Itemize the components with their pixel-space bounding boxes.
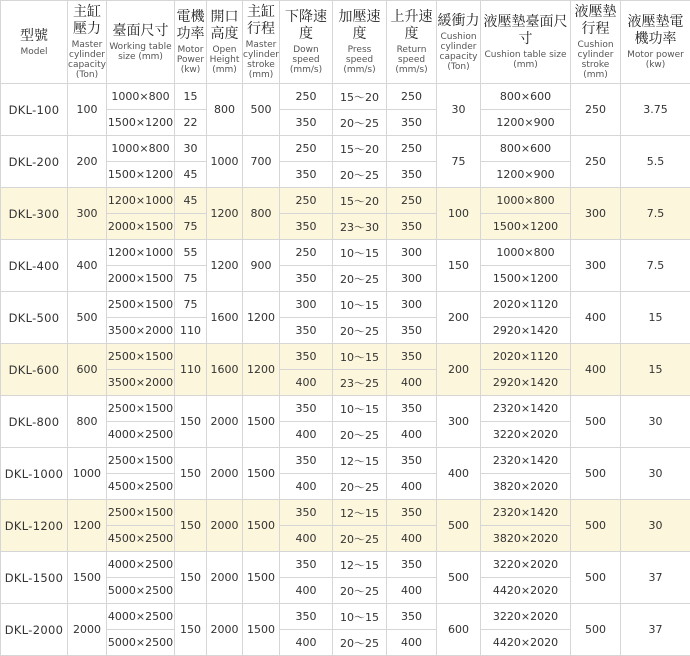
model-cell: DKL-1500 [1, 552, 68, 604]
press-speed-cell: 15～20 [333, 84, 387, 110]
cushion-table-cell: 2020×1120 [481, 292, 571, 318]
stroke-cell: 1500 [243, 500, 280, 552]
model-cell: DKL-2000 [1, 604, 68, 656]
return-speed-cell: 350 [387, 448, 437, 474]
table-row [1, 552, 690, 578]
stroke-cell: 900 [243, 240, 280, 292]
return-speed-cell: 350 [387, 552, 437, 578]
table-size-cell: 5000×2500 [107, 578, 175, 604]
down-speed-cell: 350 [280, 396, 333, 422]
down-speed-cell: 400 [280, 422, 333, 448]
cushion-stroke-cell: 400 [571, 344, 621, 396]
header-zh-label: 緩衝力 [437, 13, 480, 30]
cushion-stroke-cell: 300 [571, 240, 621, 292]
down-speed-cell: 400 [280, 474, 333, 500]
cushion-stroke-cell: 500 [571, 604, 621, 656]
open-height-cell: 2000 [207, 396, 243, 448]
motor-power-cell: 22 [175, 110, 207, 136]
down-speed-cell: 400 [280, 630, 333, 656]
return-speed-cell: 350 [387, 162, 437, 188]
table-size-cell: 4000×2500 [107, 552, 175, 578]
open-height-cell: 1200 [207, 240, 243, 292]
cushion-stroke-cell: 250 [571, 136, 621, 188]
header-en-label: Cushion cylinder stroke (mm) [571, 40, 620, 80]
header-zh-label: 開口高度 [207, 9, 242, 43]
header-en-label: Master cylinder capacity (Ton) [68, 40, 106, 80]
cushion-stroke-cell: 500 [571, 500, 621, 552]
open-height-cell: 2000 [207, 500, 243, 552]
press-speed-cell: 20～25 [333, 526, 387, 552]
return-speed-cell: 350 [387, 500, 437, 526]
header-en-label: Press speed (mm/s) [333, 45, 386, 75]
header-zh-label: 下降速度 [280, 9, 332, 43]
press-speed-cell: 20～25 [333, 578, 387, 604]
cushion-table-cell: 1200×900 [481, 110, 571, 136]
header-cell [481, 1, 571, 84]
table-row [1, 292, 690, 318]
table-row [1, 188, 690, 214]
header-zh-label: 型號 [1, 28, 67, 45]
cushion-power-cell: 37 [621, 604, 690, 656]
open-height-cell: 2000 [207, 552, 243, 604]
return-speed-cell: 400 [387, 422, 437, 448]
cushion-table-cell: 2320×1420 [481, 448, 571, 474]
return-speed-cell: 400 [387, 630, 437, 656]
header-cell [437, 1, 481, 84]
header-zh-label: 電機功率 [175, 9, 206, 43]
return-speed-cell: 350 [387, 318, 437, 344]
press-speed-cell: 15～20 [333, 188, 387, 214]
cushion-capacity-cell: 300 [437, 396, 481, 448]
header-en-label: Cushion cylinder capacity (Ton) [437, 32, 480, 72]
capacity-cell: 200 [68, 136, 107, 188]
open-height-cell: 1600 [207, 344, 243, 396]
down-speed-cell: 350 [280, 604, 333, 630]
return-speed-cell: 400 [387, 526, 437, 552]
cushion-power-cell: 5.5 [621, 136, 690, 188]
motor-power-cell: 150 [175, 396, 207, 448]
down-speed-cell: 400 [280, 370, 333, 396]
cushion-stroke-cell: 250 [571, 84, 621, 136]
table-size-cell: 1000×800 [107, 84, 175, 110]
model-cell: DKL-500 [1, 292, 68, 344]
model-cell: DKL-200 [1, 136, 68, 188]
cushion-table-cell: 3820×2020 [481, 474, 571, 500]
down-speed-cell: 350 [280, 266, 333, 292]
down-speed-cell: 250 [280, 84, 333, 110]
motor-power-cell: 45 [175, 162, 207, 188]
cushion-table-cell: 1500×1200 [481, 266, 571, 292]
motor-power-cell: 150 [175, 500, 207, 552]
table-size-cell: 3500×2000 [107, 318, 175, 344]
table-size-cell: 1500×1200 [107, 162, 175, 188]
return-speed-cell: 300 [387, 266, 437, 292]
cushion-capacity-cell: 75 [437, 136, 481, 188]
cushion-table-cell: 1000×800 [481, 240, 571, 266]
header-cell [243, 1, 280, 84]
capacity-cell: 800 [68, 396, 107, 448]
cushion-power-cell: 15 [621, 344, 690, 396]
table-size-cell: 2500×1500 [107, 448, 175, 474]
header-zh-label: 液壓墊電機功率 [621, 14, 690, 48]
down-speed-cell: 300 [280, 292, 333, 318]
header-en-label: Return speed (mm/s) [387, 45, 436, 75]
capacity-cell: 400 [68, 240, 107, 292]
capacity-cell: 2000 [68, 604, 107, 656]
header-zh-label: 主缸壓力 [68, 4, 106, 38]
return-speed-cell: 350 [387, 604, 437, 630]
down-speed-cell: 350 [280, 500, 333, 526]
cushion-table-cell: 4420×2020 [481, 630, 571, 656]
header-cell [207, 1, 243, 84]
model-cell: DKL-300 [1, 188, 68, 240]
header-zh-label: 主缸行程 [243, 4, 279, 38]
table-size-cell: 4500×2500 [107, 474, 175, 500]
header-en-label: Motor Power (kw) [175, 45, 206, 75]
table-size-cell: 5000×2500 [107, 630, 175, 656]
cushion-table-cell: 4420×2020 [481, 578, 571, 604]
cushion-table-cell: 3220×2020 [481, 552, 571, 578]
cushion-table-cell: 3220×2020 [481, 604, 571, 630]
press-speed-cell: 20～25 [333, 162, 387, 188]
open-height-cell: 1600 [207, 292, 243, 344]
table-size-cell: 2500×1500 [107, 344, 175, 370]
motor-power-cell: 150 [175, 448, 207, 500]
cushion-capacity-cell: 400 [437, 448, 481, 500]
cushion-power-cell: 7.5 [621, 188, 690, 240]
capacity-cell: 1200 [68, 500, 107, 552]
return-speed-cell: 400 [387, 474, 437, 500]
cushion-table-cell: 3820×2020 [481, 526, 571, 552]
return-speed-cell: 400 [387, 578, 437, 604]
header-cell [175, 1, 207, 84]
table-size-cell: 2500×1500 [107, 396, 175, 422]
press-speed-cell: 10～15 [333, 292, 387, 318]
down-speed-cell: 350 [280, 318, 333, 344]
motor-power-cell: 110 [175, 318, 207, 344]
cushion-power-cell: 7.5 [621, 240, 690, 292]
table-body [1, 84, 690, 656]
header-cell [107, 1, 175, 84]
table-size-cell: 2500×1500 [107, 500, 175, 526]
header-en-label: Master cylinder stroke (mm) [243, 40, 279, 80]
capacity-cell: 500 [68, 292, 107, 344]
open-height-cell: 800 [207, 84, 243, 136]
down-speed-cell: 400 [280, 526, 333, 552]
stroke-cell: 1500 [243, 604, 280, 656]
capacity-cell: 100 [68, 84, 107, 136]
model-cell: DKL-1000 [1, 448, 68, 500]
table-size-cell: 3500×2000 [107, 370, 175, 396]
table-row [1, 344, 690, 370]
cushion-table-cell: 1000×800 [481, 188, 571, 214]
motor-power-cell: 150 [175, 604, 207, 656]
table-size-cell: 1200×1000 [107, 188, 175, 214]
header-row [1, 1, 690, 84]
cushion-table-cell: 2320×1420 [481, 396, 571, 422]
cushion-power-cell: 37 [621, 552, 690, 604]
down-speed-cell: 250 [280, 136, 333, 162]
header-cell [621, 1, 690, 84]
header-cell [280, 1, 333, 84]
cushion-table-cell: 800×600 [481, 136, 571, 162]
cushion-table-cell: 2920×1420 [481, 370, 571, 396]
cushion-capacity-cell: 100 [437, 188, 481, 240]
cushion-stroke-cell: 400 [571, 292, 621, 344]
return-speed-cell: 350 [387, 110, 437, 136]
press-speed-cell: 20～25 [333, 318, 387, 344]
cushion-capacity-cell: 150 [437, 240, 481, 292]
motor-power-cell: 75 [175, 214, 207, 240]
cushion-capacity-cell: 30 [437, 84, 481, 136]
table-row [1, 240, 690, 266]
stroke-cell: 1500 [243, 552, 280, 604]
header-zh-label: 臺面尺寸 [107, 23, 174, 40]
motor-power-cell: 75 [175, 266, 207, 292]
cushion-stroke-cell: 300 [571, 188, 621, 240]
capacity-cell: 1000 [68, 448, 107, 500]
cushion-stroke-cell: 500 [571, 448, 621, 500]
model-cell: DKL-100 [1, 84, 68, 136]
down-speed-cell: 350 [280, 110, 333, 136]
cushion-power-cell: 15 [621, 292, 690, 344]
cushion-table-cell: 1200×900 [481, 162, 571, 188]
down-speed-cell: 350 [280, 344, 333, 370]
capacity-cell: 300 [68, 188, 107, 240]
return-speed-cell: 350 [387, 344, 437, 370]
cushion-capacity-cell: 500 [437, 552, 481, 604]
down-speed-cell: 350 [280, 552, 333, 578]
table-row [1, 396, 690, 422]
press-speed-cell: 10～15 [333, 396, 387, 422]
table-row [1, 604, 690, 630]
table-size-cell: 2000×1500 [107, 266, 175, 292]
return-speed-cell: 400 [387, 370, 437, 396]
header-cell [68, 1, 107, 84]
cushion-table-cell: 1500×1200 [481, 214, 571, 240]
motor-power-cell: 110 [175, 344, 207, 396]
press-speed-cell: 20～25 [333, 630, 387, 656]
down-speed-cell: 250 [280, 240, 333, 266]
press-speed-cell: 23～30 [333, 214, 387, 240]
down-speed-cell: 350 [280, 214, 333, 240]
stroke-cell: 800 [243, 188, 280, 240]
press-speed-cell: 10～15 [333, 604, 387, 630]
cushion-capacity-cell: 500 [437, 500, 481, 552]
stroke-cell: 1200 [243, 292, 280, 344]
motor-power-cell: 30 [175, 136, 207, 162]
press-speed-cell: 15～20 [333, 136, 387, 162]
cushion-capacity-cell: 200 [437, 344, 481, 396]
model-cell: DKL-600 [1, 344, 68, 396]
table-size-cell: 1000×800 [107, 136, 175, 162]
capacity-cell: 1500 [68, 552, 107, 604]
down-speed-cell: 400 [280, 578, 333, 604]
table-row [1, 84, 690, 110]
header-en-label: Cushion table size (mm) [481, 50, 570, 70]
open-height-cell: 1000 [207, 136, 243, 188]
header-cell [333, 1, 387, 84]
header-en-label: Working table size (mm) [107, 42, 174, 62]
model-cell: DKL-400 [1, 240, 68, 292]
return-speed-cell: 300 [387, 292, 437, 318]
cushion-table-cell: 2320×1420 [481, 500, 571, 526]
table-size-cell: 4000×2500 [107, 422, 175, 448]
open-height-cell: 1200 [207, 188, 243, 240]
cushion-table-cell: 2020×1120 [481, 344, 571, 370]
header-en-label: Open Height (mm) [207, 45, 242, 75]
cushion-power-cell: 30 [621, 396, 690, 448]
stroke-cell: 1500 [243, 448, 280, 500]
return-speed-cell: 350 [387, 396, 437, 422]
cushion-table-cell: 3220×2020 [481, 422, 571, 448]
motor-power-cell: 15 [175, 84, 207, 110]
return-speed-cell: 300 [387, 240, 437, 266]
cushion-power-cell: 3.75 [621, 84, 690, 136]
press-speed-cell: 10～15 [333, 240, 387, 266]
press-speed-cell: 23～25 [333, 370, 387, 396]
press-speed-cell: 20～25 [333, 474, 387, 500]
cushion-power-cell: 30 [621, 500, 690, 552]
header-cell [1, 1, 68, 84]
cushion-table-cell: 800×600 [481, 84, 571, 110]
return-speed-cell: 250 [387, 188, 437, 214]
stroke-cell: 1200 [243, 344, 280, 396]
press-speed-cell: 12～15 [333, 448, 387, 474]
model-cell: DKL-800 [1, 396, 68, 448]
header-zh-label: 上升速度 [387, 9, 436, 43]
header-zh-label: 加壓速度 [333, 9, 386, 43]
return-speed-cell: 250 [387, 136, 437, 162]
table-size-cell: 2000×1500 [107, 214, 175, 240]
stroke-cell: 500 [243, 84, 280, 136]
stroke-cell: 700 [243, 136, 280, 188]
header-zh-label: 液壓墊行程 [571, 4, 620, 38]
cushion-capacity-cell: 200 [437, 292, 481, 344]
motor-power-cell: 45 [175, 188, 207, 214]
table-row [1, 500, 690, 526]
table-row [1, 448, 690, 474]
down-speed-cell: 350 [280, 448, 333, 474]
header-en-label: Down speed (mm/s) [280, 45, 332, 75]
press-speed-cell: 20～25 [333, 266, 387, 292]
return-speed-cell: 350 [387, 214, 437, 240]
header-cell [387, 1, 437, 84]
open-height-cell: 2000 [207, 448, 243, 500]
press-speed-cell: 12～15 [333, 500, 387, 526]
motor-power-cell: 55 [175, 240, 207, 266]
table-header [1, 1, 690, 84]
return-speed-cell: 250 [387, 84, 437, 110]
open-height-cell: 2000 [207, 604, 243, 656]
table-size-cell: 4500×2500 [107, 526, 175, 552]
header-cell [571, 1, 621, 84]
table-size-cell: 1500×1200 [107, 110, 175, 136]
press-speed-cell: 20～25 [333, 422, 387, 448]
header-en-label: Model [1, 47, 67, 57]
table-size-cell: 2500×1500 [107, 292, 175, 318]
motor-power-cell: 75 [175, 292, 207, 318]
cushion-stroke-cell: 500 [571, 396, 621, 448]
down-speed-cell: 250 [280, 188, 333, 214]
table-size-cell: 4000×2500 [107, 604, 175, 630]
motor-power-cell: 150 [175, 552, 207, 604]
press-speed-cell: 10～15 [333, 344, 387, 370]
down-speed-cell: 350 [280, 162, 333, 188]
header-en-label: Motor power (kw) [621, 50, 690, 70]
cushion-power-cell: 30 [621, 448, 690, 500]
model-cell: DKL-1200 [1, 500, 68, 552]
table-size-cell: 1200×1000 [107, 240, 175, 266]
cushion-capacity-cell: 600 [437, 604, 481, 656]
press-speed-cell: 12～15 [333, 552, 387, 578]
capacity-cell: 600 [68, 344, 107, 396]
cushion-table-cell: 2920×1420 [481, 318, 571, 344]
press-speed-cell: 20～25 [333, 110, 387, 136]
cushion-stroke-cell: 500 [571, 552, 621, 604]
header-zh-label: 液壓墊臺面尺寸 [481, 14, 570, 48]
table-row [1, 136, 690, 162]
stroke-cell: 1500 [243, 396, 280, 448]
